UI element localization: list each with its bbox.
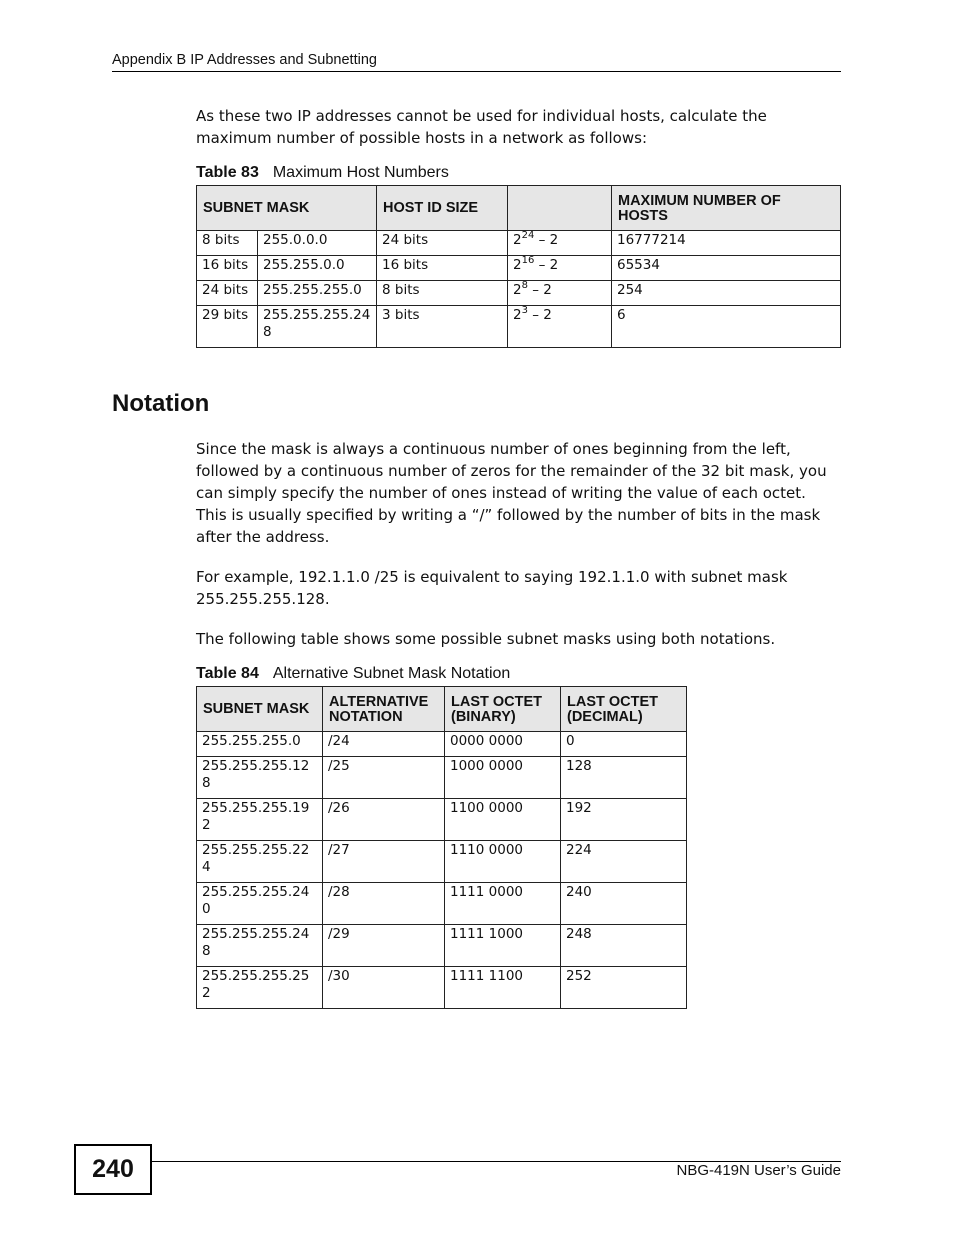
table-row bbox=[197, 967, 687, 1009]
cell-subnet-mask: 255.255.255.192 bbox=[197, 799, 323, 841]
cell-alt-notation: /26 bbox=[323, 799, 445, 841]
formula-tail: – 2 bbox=[527, 282, 552, 298]
cell-mask: 255.255.255.0 bbox=[258, 281, 377, 306]
table84-header-subnet-mask: SUBNET MASK bbox=[197, 687, 323, 732]
cell-formula bbox=[508, 231, 612, 256]
footer-guide-title: NBG-419N User’s Guide bbox=[676, 1162, 841, 1179]
cell-binary: 0000 0000 bbox=[445, 732, 561, 757]
table-row bbox=[197, 256, 841, 281]
cell-decimal: 252 bbox=[561, 967, 687, 1009]
cell-bits: 16 bits bbox=[197, 256, 258, 281]
cell-bits: 8 bits bbox=[197, 231, 258, 256]
cell-max-hosts: 65534 bbox=[612, 256, 841, 281]
table-row bbox=[197, 306, 841, 348]
table-row bbox=[197, 925, 687, 967]
formula-tail: – 2 bbox=[534, 232, 559, 248]
table83-header-subnet-mask: SUBNET MASK bbox=[197, 186, 377, 231]
table83-caption-number: Table 83 bbox=[196, 164, 259, 181]
formula-exponent: 24 bbox=[521, 229, 535, 241]
formula-exponent: 16 bbox=[521, 254, 535, 266]
table84-caption-number: Table 84 bbox=[196, 665, 259, 682]
cell-alt-notation: /24 bbox=[323, 732, 445, 757]
cell-alt-notation: /25 bbox=[323, 757, 445, 799]
table84-header-alt-notation: ALTERNATIVE NOTATION bbox=[323, 687, 445, 732]
table83-header-host-id-size: HOST ID SIZE bbox=[377, 186, 508, 231]
cell-decimal: 0 bbox=[561, 732, 687, 757]
cell-subnet-mask: 255.255.255.224 bbox=[197, 841, 323, 883]
cell-formula bbox=[508, 256, 612, 281]
cell-mask: 255.0.0.0 bbox=[258, 231, 377, 256]
cell-mask: 255.255.0.0 bbox=[258, 256, 377, 281]
cell-bits: 24 bits bbox=[197, 281, 258, 306]
table-row bbox=[197, 732, 687, 757]
notation-paragraph-1: Since the mask is always a continuous number of ones beginning from the left, followed by a continuous number of zeros for the remainder of the 32 bit mask, you can simply specify the number of ones instead of writing the value of each octet. This is usually specified by writing a “/” followed by the number of bits in the mask after the address. bbox=[196, 440, 827, 546]
notation-paragraph-3: The following table shows some possible subnet masks using both notations. bbox=[196, 630, 776, 648]
running-head: Appendix B IP Addresses and Subnetting bbox=[112, 52, 841, 72]
cell-host-id: 24 bits bbox=[377, 231, 508, 256]
cell-alt-notation: /27 bbox=[323, 841, 445, 883]
cell-host-id: 3 bits bbox=[377, 306, 508, 348]
cell-binary: 1110 0000 bbox=[445, 841, 561, 883]
cell-max-hosts: 6 bbox=[612, 306, 841, 348]
cell-decimal: 224 bbox=[561, 841, 687, 883]
cell-subnet-mask: 255.255.255.248 bbox=[197, 925, 323, 967]
cell-formula bbox=[508, 281, 612, 306]
cell-max-hosts: 254 bbox=[612, 281, 841, 306]
formula-tail: – 2 bbox=[527, 307, 552, 323]
cell-decimal: 248 bbox=[561, 925, 687, 967]
cell-subnet-mask: 255.255.255.128 bbox=[197, 757, 323, 799]
cell-alt-notation: /29 bbox=[323, 925, 445, 967]
cell-decimal: 128 bbox=[561, 757, 687, 799]
page-number: 240 bbox=[74, 1144, 152, 1195]
formula-exponent: 8 bbox=[521, 279, 528, 291]
formula-exponent: 3 bbox=[521, 304, 528, 316]
cell-decimal: 192 bbox=[561, 799, 687, 841]
cell-host-id: 8 bits bbox=[377, 281, 508, 306]
formula-tail: – 2 bbox=[534, 257, 559, 273]
cell-binary: 1111 1100 bbox=[445, 967, 561, 1009]
table83-caption-title: Maximum Host Numbers bbox=[272, 164, 449, 181]
cell-mask: 255.255.255.248 bbox=[258, 306, 377, 348]
table-row bbox=[197, 281, 841, 306]
table84-caption bbox=[196, 665, 510, 683]
table-row bbox=[197, 757, 687, 799]
cell-subnet-mask: 255.255.255.0 bbox=[197, 732, 323, 757]
alternative-subnet-mask-table bbox=[196, 686, 687, 1009]
cell-subnet-mask: 255.255.255.240 bbox=[197, 883, 323, 925]
table-row bbox=[197, 883, 687, 925]
formula-base: 2 bbox=[513, 282, 522, 298]
notation-paragraph-2: For example, 192.1.1.0 /25 is equivalent to saying 192.1.1.0 with subnet mask 255.255.255.128. bbox=[196, 568, 788, 608]
table83-header-empty bbox=[508, 186, 612, 231]
table84-caption-title: Alternative Subnet Mask Notation bbox=[272, 665, 511, 682]
table84-header-last-octet-decimal: LAST OCTET (DECIMAL) bbox=[561, 687, 687, 732]
cell-max-hosts: 16777214 bbox=[612, 231, 841, 256]
maximum-host-numbers-table bbox=[196, 185, 841, 348]
cell-binary: 1000 0000 bbox=[445, 757, 561, 799]
cell-subnet-mask: 255.255.255.252 bbox=[197, 967, 323, 1009]
cell-binary: 1100 0000 bbox=[445, 799, 561, 841]
table-row bbox=[197, 841, 687, 883]
cell-bits: 29 bits bbox=[197, 306, 258, 348]
table83-header-max-hosts: MAXIMUM NUMBER OF HOSTS bbox=[612, 186, 841, 231]
cell-decimal: 240 bbox=[561, 883, 687, 925]
table84-header-last-octet-binary: LAST OCTET (BINARY) bbox=[445, 687, 561, 732]
section-title-notation: Notation bbox=[112, 390, 210, 417]
cell-binary: 1111 1000 bbox=[445, 925, 561, 967]
formula-base: 2 bbox=[513, 232, 522, 248]
cell-alt-notation: /28 bbox=[323, 883, 445, 925]
cell-binary: 1111 0000 bbox=[445, 883, 561, 925]
formula-base: 2 bbox=[513, 307, 522, 323]
cell-host-id: 16 bits bbox=[377, 256, 508, 281]
cell-formula bbox=[508, 306, 612, 348]
table-row bbox=[197, 799, 687, 841]
formula-base: 2 bbox=[513, 257, 522, 273]
intro-paragraph: As these two IP addresses cannot be used for individual hosts, calculate the maximum number of possible hosts in a network as follows: bbox=[196, 107, 767, 147]
cell-alt-notation: /30 bbox=[323, 967, 445, 1009]
table-row bbox=[197, 231, 841, 256]
table83-caption bbox=[196, 164, 449, 182]
